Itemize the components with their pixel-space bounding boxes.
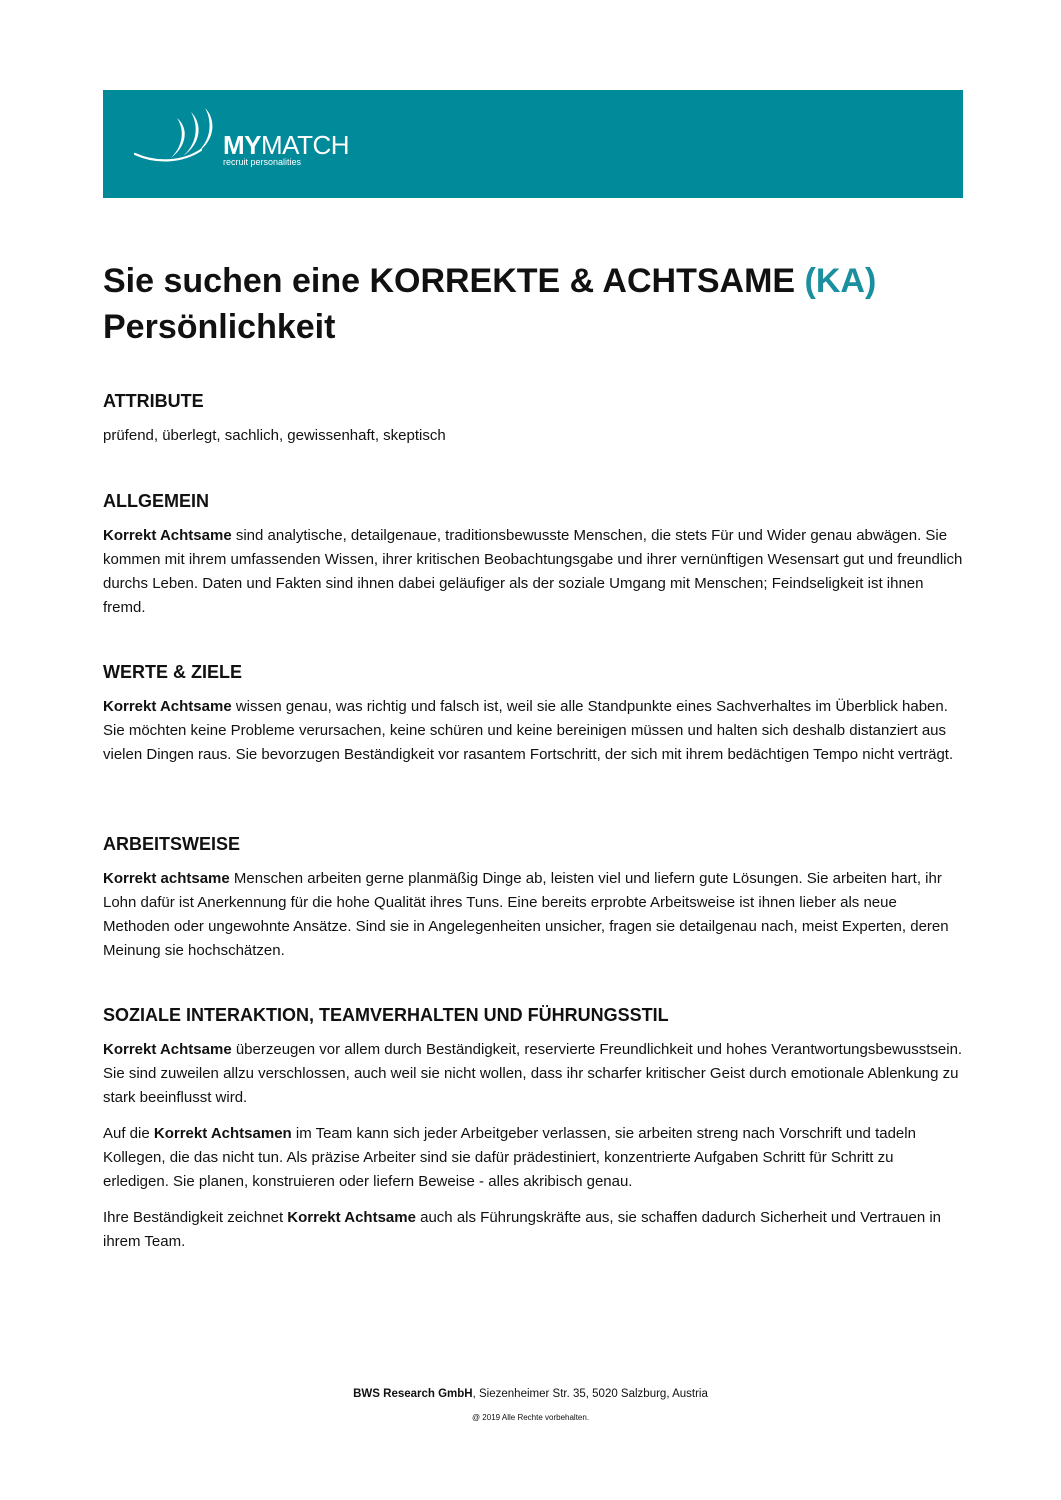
section-allgemein [103,490,963,632]
title-accent: (KA) [804,262,877,300]
paragraph-bold: Korrekt achtsame [103,870,230,887]
logo-word-light: MATCH [261,130,350,160]
footer-address [0,1386,1061,1402]
header-banner [103,90,963,198]
section-paragraph [103,1122,963,1194]
section-heading: ARBEITSWEISE [103,834,241,854]
logo-wordmark [223,132,349,158]
section-heading: ATTRIBUTE [103,391,204,411]
title-prefix: Sie suchen eine KORREKTE & ACHTSAME [103,262,805,300]
paragraph-text: wissen genau, was richtig und falsch ist, weil sie alle Standpunkte eines Sachverhaltes im Überblick haben. Sie möchten keine Probleme verursachen, keine schüren und keine bereinigen müssen und halten sich deshalb distanziert aus vielen Dingen raus. Sie bevorzugen Beständigkeit vor rasantem Fortschritt, der sich mit ihrem bedächtigen Tempo nicht verträgt. [103,698,954,763]
mymatch-logo [131,106,391,176]
paragraph-text: auch als Führungskräfte aus, sie schaffen dadurch Sicherheit und Vertrauen in ihrem Team. [103,1209,941,1250]
paragraph-bold: Korrekt Achtsamen [153,1125,292,1142]
paragraph-bold: Korrekt Achtsame [103,698,232,715]
section-attribute [103,390,963,460]
paragraph-bold: Korrekt Achtsame [103,1041,232,1058]
paragraph-pre: Auf die [103,1125,154,1142]
paragraph-text: sind analytische, detailgenaue, traditionsbewusste Menschen, die stets Für und Wider genau abwägen. Sie kommen mit ihrem umfassenden Wissen, ihrer kritischen Beobachtungsgabe und ihrer vernünftigen Wesensart gut und freundlich durchs Leben. Daten und Fakten sind ihnen dabei geläufiger als der soziale Umgang mit Menschen; Feindseligkeit ist ihnen fremd. [103,527,963,616]
logo-word-bold: MY [223,130,261,160]
section-paragraph [103,1206,963,1254]
footer-copyright: @ 2019 Alle Rechte vorbehalten. [471,1413,590,1422]
paragraph-bold: Korrekt Achtsame [103,527,232,544]
logo-tagline: recruit personalities [223,157,302,167]
section-paragraph [103,424,963,448]
section-paragraph [103,1038,963,1110]
paragraph-bold: Korrekt Achtsame [287,1209,416,1226]
section-heading: ALLGEMEIN [103,491,209,511]
section-soziale-interaktion [103,1004,963,1266]
section-werte-ziele [103,661,963,779]
page-title [103,258,963,350]
paragraph-text: prüfend, überlegt, sachlich, gewissenhaft, skeptisch [103,427,446,444]
section-heading: SOZIALE INTERAKTION, TEAMVERHALTEN UND FÜHRUNGSSTIL [103,1005,669,1025]
section-heading: WERTE & ZIELE [103,662,242,682]
section-arbeitsweise [103,833,963,975]
footer-company: BWS Research GmbH [353,1388,473,1400]
section-paragraph [103,524,963,620]
paragraph-pre: Ihre Beständigkeit zeichnet [103,1209,288,1226]
paragraph-text: überzeugen vor allem durch Beständigkeit, reservierte Freundlichkeit und hohes Verantwortungsbewusstsein. Sie sind zuweilen allzu verschlossen, auch weil sie nicht wollen, dass ihr scharfer kritischer Geist durch emotionale Ablenkung zu stark beeinflusst wird. [103,1041,963,1106]
wave-logo-icon [131,106,223,176]
paragraph-text: im Team kann sich jeder Arbeitgeber verlassen, sie arbeiten streng nach Vorschrift und tadeln Kollegen, die das nicht tun. Als präzise Arbeiter sind sie dafür prädestiniert, konzentrierte Aufgaben Schritt für Schritt zu erledigen. Sie planen, konstruieren oder liefern Beweise - alles akribisch genau. [103,1125,916,1190]
section-paragraph [103,867,963,963]
title-line2: Persönlichkeit [103,308,336,346]
footer-address-text: , Siezenheimer Str. 35, 5020 Salzburg, Austria [472,1388,708,1400]
section-paragraph [103,695,963,767]
paragraph-text: Menschen arbeiten gerne planmäßig Dinge ab, leisten viel und liefern gute Lösungen. Sie arbeiten hart, ihr Lohn dafür ist Anerkennung für die hohe Qualität ihres Tuns. Eine bereits erprobte Arbeitsweise ist ihnen lieber als neue Methoden oder ungewohnte Ansätze. Sind sie in Angelegenheiten unsicher, fragen sie detailgenau nach, meist Experten, deren Meinung sie hochschätzen. [103,870,949,959]
